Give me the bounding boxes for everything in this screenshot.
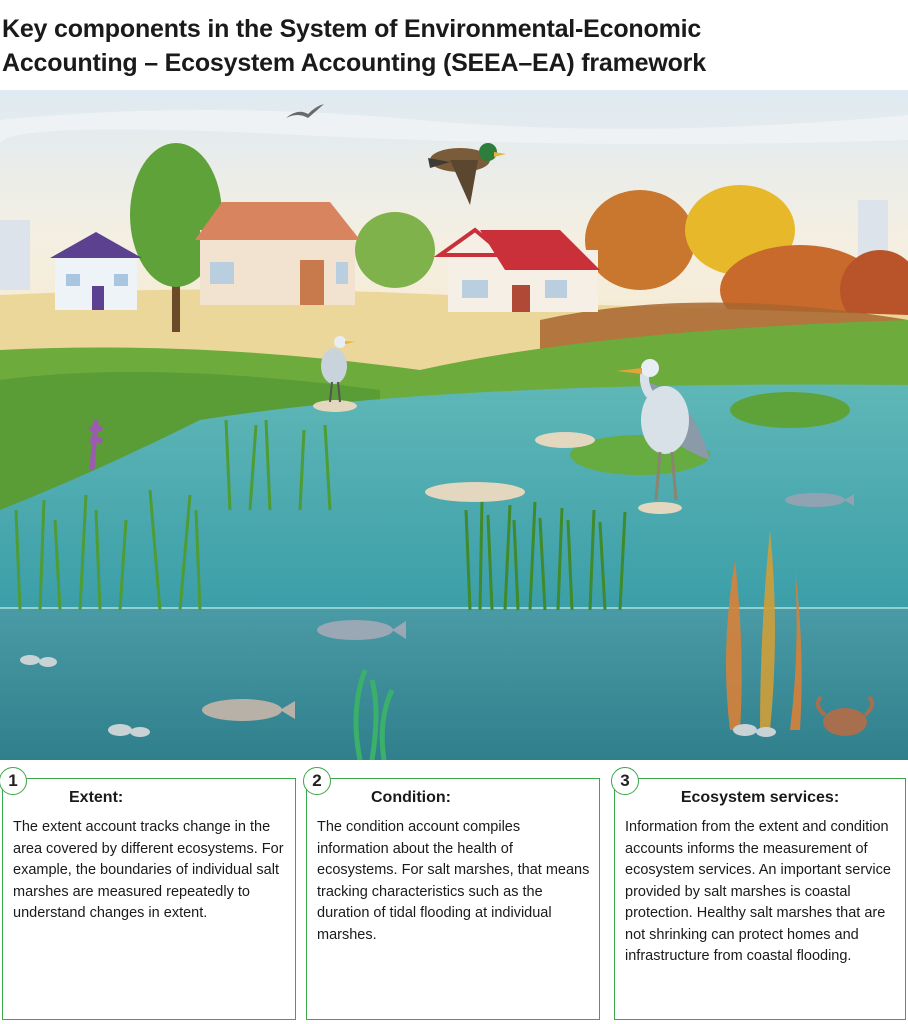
card-text: Information from the extent and condition accounts informs the measurement of ecosystem services. An important service provided by salt marshes is coastal protection. Healthy salt marshes that are not shrinking can protect homes and infrastructure from coastal flooding. bbox=[625, 819, 891, 964]
card-heading: Extent: bbox=[69, 789, 124, 806]
card-text: The condition account compiles information about the health of ecosystems. For salt marshes, that means tracking characteristics such as the duration of tidal flooding at individual marshes. bbox=[317, 819, 590, 943]
card-heading: Condition: bbox=[371, 789, 451, 806]
distant-building bbox=[0, 220, 30, 290]
ecosystem-services-card bbox=[614, 771, 906, 1020]
step-number: 3 bbox=[611, 767, 639, 795]
step-number: 2 bbox=[303, 767, 331, 795]
step-number: 1 bbox=[0, 767, 27, 795]
grass-island bbox=[730, 392, 850, 428]
stone bbox=[535, 432, 595, 448]
salt-marsh-illustration bbox=[0, 90, 908, 760]
stone bbox=[313, 400, 357, 412]
title-line-2: Accounting – Ecosystem Accounting (SEEA–EA) framework bbox=[2, 49, 706, 77]
extent-card bbox=[2, 771, 296, 1020]
stone bbox=[425, 482, 525, 502]
tree-foliage bbox=[355, 212, 435, 288]
condition-card bbox=[306, 771, 600, 1020]
card-text: The extent account tracks change in the area covered by different ecosystems. For example, the boundaries of individual salt marshes are measured repeatedly to understand changes in extent. bbox=[13, 819, 284, 921]
title-line-1: Key components in the System of Environmental-Economic bbox=[2, 15, 702, 43]
card-heading: Ecosystem services: bbox=[680, 789, 840, 806]
tree-foliage bbox=[585, 190, 695, 290]
framework-cards bbox=[0, 766, 908, 1024]
page-title bbox=[2, 12, 902, 80]
stone bbox=[638, 502, 682, 514]
house-icon bbox=[195, 202, 360, 305]
